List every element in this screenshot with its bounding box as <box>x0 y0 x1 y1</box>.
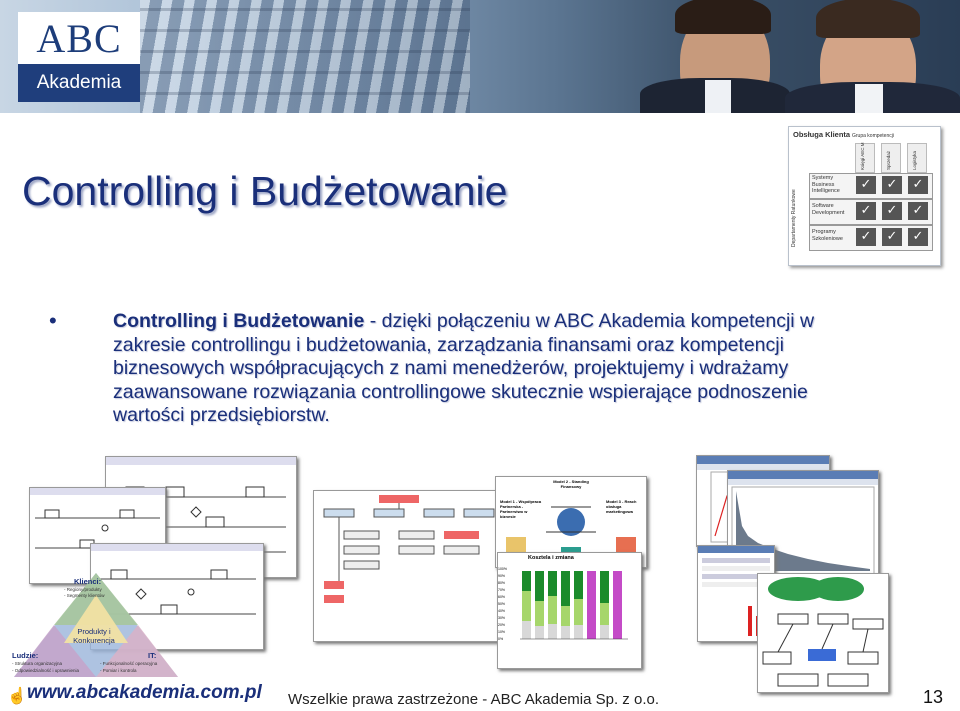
y-tick: 80% <box>498 581 506 585</box>
bullet-icon: • <box>49 308 57 333</box>
matrix-subtitle: Grupa kompetencji <box>852 133 894 139</box>
decision-tree-diagram <box>758 574 888 692</box>
triangle-left-label: Ludzie: <box>12 651 39 660</box>
model-left-label: Model 1 - Współpraca Partnerska - Partnerstwo w biznesie <box>500 499 542 519</box>
bar-group <box>522 571 622 639</box>
y-tick: 0% <box>498 637 504 641</box>
page-number: 13 <box>923 687 944 707</box>
org-flowchart <box>314 491 514 641</box>
bullet-paragraph <box>113 310 873 428</box>
abc-akademia-logo[interactable] <box>18 12 140 102</box>
triangle-left-item-2: - Odpowiedzialność i uprawnienia <box>12 668 80 673</box>
check-icon: ✓ <box>856 202 876 220</box>
y-tick: 40% <box>498 609 506 613</box>
bullet-body-text: - dzięki połączeniu w ABC Akademia kompetencji w zakresie controllingu i budżetowania, zarządzania finansami oraz kompetencji biznesowych współpracujących z nami menedżerów, projektujemy i wdrażamy zaawansowane rozwiązania controllingowe skutecznie wspierające podnoszenie wartości przedsiębiorstw. <box>113 310 815 426</box>
y-tick: 10% <box>498 630 506 634</box>
triangle-top-item-2: - Segmenty klientów <box>64 593 105 598</box>
bullet-bold-text: Controlling i Budżetowanie <box>113 310 365 332</box>
y-tick: 70% <box>498 588 506 592</box>
matrix-row-1: Systemy Business Intelligence <box>812 175 840 194</box>
header-banner <box>0 0 960 113</box>
check-icon: ✓ <box>908 176 928 194</box>
triangle-diagram <box>8 565 183 680</box>
matrix-col-2: Sprzedaż <box>886 150 891 170</box>
check-icon: ✓ <box>856 176 876 194</box>
triangle-right-item-2: - Pomiar i kontrola <box>100 668 137 673</box>
footer-copyright: Wszelkie prawa zastrzeżone - ABC Akademia Sp. z o.o. <box>288 691 659 708</box>
stacked-bars <box>498 553 641 668</box>
check-icon: ✓ <box>908 202 928 220</box>
slide-title: Controlling i Budżetowanie <box>22 168 508 214</box>
building-photo-lines <box>140 0 470 113</box>
check-icon: ✓ <box>882 202 902 220</box>
triangle-top-item-1: - Regiony/produkty <box>64 587 102 592</box>
matrix-title: Obsługa Klienta <box>793 130 851 139</box>
logo-text-akademia: Akademia <box>18 64 140 102</box>
business-people-photo <box>620 0 960 113</box>
matrix-col-3: Logistyka <box>912 150 917 170</box>
competence-matrix-image <box>788 126 941 266</box>
y-tick: 50% <box>498 602 506 606</box>
check-icon: ✓ <box>882 176 902 194</box>
chart-card-title: Kosztela i zmiana <box>528 555 574 561</box>
check-icon: ✓ <box>882 228 902 246</box>
triangle-left-item-1: - Struktura organizacyjna <box>12 661 63 666</box>
stacked-bar-chart-image <box>497 552 642 669</box>
analysis-tree-image <box>757 573 889 693</box>
y-tick: 30% <box>498 616 506 620</box>
triangle-center-label: Produkty i Konkurencja <box>73 627 115 645</box>
hand-pointer-icon: ☝ <box>7 688 27 705</box>
y-tick: 90% <box>498 574 506 578</box>
check-icon: ✓ <box>856 228 876 246</box>
y-tick: 100% <box>498 567 507 571</box>
y-tick: 60% <box>498 595 506 599</box>
model-right-label: Model 3 - Reach obsługa marketingowa <box>606 499 637 514</box>
check-icon: ✓ <box>908 228 928 246</box>
matrix-col-1: Księgi AEC M <box>860 142 865 170</box>
matrix-side-label: Departamenty Ratunkowe <box>791 189 797 247</box>
y-tick: 20% <box>498 623 506 627</box>
matrix-row-3: Programy Szkoleniowe <box>812 229 843 242</box>
model-top-label: Model 2 - Standing Finansowy <box>553 479 589 489</box>
triangle-right-label: IT: <box>148 651 157 660</box>
triangle-top-label: Klienci: <box>74 577 102 586</box>
footer-website-link[interactable]: www.abcakademia.com.pl <box>27 682 262 703</box>
org-flowchart-image <box>313 490 515 642</box>
matrix-row-2: Software Development <box>812 203 845 216</box>
logo-text-abc: ABC <box>18 12 140 64</box>
triangle-right-item-1: - Funkcjonalność operacyjna <box>100 661 158 666</box>
